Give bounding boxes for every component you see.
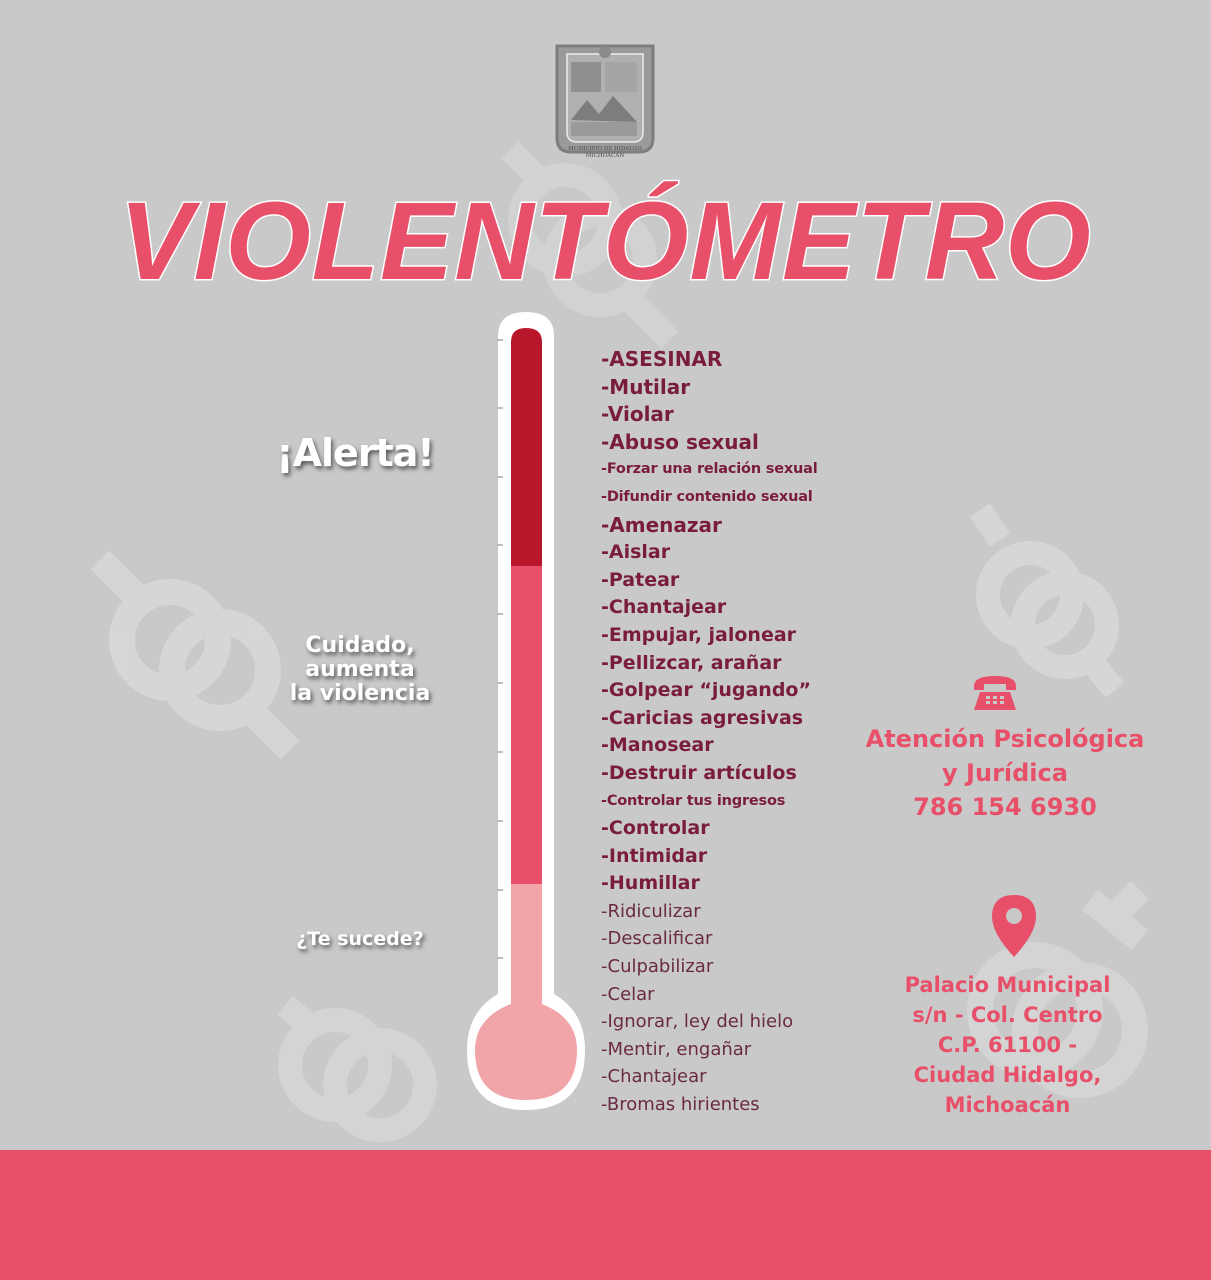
- list-item: -Ridiculizar: [601, 900, 701, 922]
- list-item: -Controlar tus ingresos: [601, 792, 786, 809]
- list-item: -Descalificar: [601, 928, 713, 950]
- thermometer-zone-sucede: [475, 884, 577, 1100]
- list-item: -Mentir, engañar: [601, 1038, 752, 1060]
- list-item: -Violar: [601, 402, 674, 427]
- list-item: -Abuso sexual: [601, 429, 759, 454]
- list-item: -Celar: [601, 983, 655, 1005]
- level-label-care-line1: Cuidado,: [305, 633, 415, 658]
- address-line-3: C.P. 61100 -: [937, 1033, 1078, 1057]
- telephone-icon: [970, 672, 1020, 712]
- list-item: -Chantajear: [601, 596, 727, 619]
- list-item: -Ignorar, ley del hielo: [601, 1011, 794, 1033]
- address-line-1: Palacio Municipal: [904, 973, 1111, 997]
- address-line-5: Michoacán: [944, 1093, 1071, 1117]
- list-item: -Pellizcar, arañar: [601, 651, 782, 674]
- list-item: -Empujar, jalonear: [601, 623, 797, 646]
- level-label-alert: ¡Alerta!: [276, 431, 434, 475]
- list-item: -Difundir contenido sexual: [601, 488, 813, 505]
- address-line-2: s/n - Col. Centro: [912, 1003, 1103, 1027]
- list-item: -Caricias agresivas: [601, 706, 804, 729]
- page-title: VIOLENTÓMETRO: [119, 180, 1092, 303]
- psych-legal-contact: [855, 722, 1155, 824]
- list-item: -Manosear: [601, 734, 714, 757]
- list-item: -Controlar: [601, 817, 710, 840]
- location-pin-icon: [990, 893, 1038, 959]
- level-label-sucede: ¿Te sucede?: [296, 928, 424, 950]
- level-label-care: [270, 634, 450, 707]
- list-item: -Humillar: [601, 872, 700, 895]
- list-item: -ASESINAR: [601, 347, 723, 371]
- list-item: -Chantajear: [601, 1066, 707, 1088]
- footer-bar: [0, 1150, 1211, 1280]
- list-item: -Patear: [601, 568, 680, 591]
- thermometer-zone-alert: [511, 328, 542, 566]
- list-item: -Golpear “jugando”: [601, 679, 811, 702]
- list-item: -Intimidar: [601, 844, 708, 867]
- list-item: -Forzar una relación sexual: [601, 461, 818, 478]
- service-line-2: y Jurídica: [942, 759, 1068, 787]
- address: [880, 970, 1135, 1120]
- municipal-crest-logo: [553, 40, 657, 160]
- list-item: -Bromas hirientes: [601, 1094, 760, 1116]
- level-label-care-line2: aumenta: [305, 657, 415, 683]
- level-label-care-line3: la violencia: [289, 681, 431, 707]
- address-line-4: Ciudad Hidalgo,: [913, 1063, 1102, 1087]
- crest-caption-1: MUNICIPIO DE HIDALGO: [568, 146, 642, 152]
- thermometer-zone-care: [511, 566, 542, 884]
- phone-number[interactable]: 786 154 6930: [913, 793, 1097, 821]
- list-item: -Culpabilizar: [601, 956, 714, 978]
- list-item: -Amenazar: [601, 512, 722, 537]
- list-item: -Destruir artículos: [601, 761, 797, 784]
- list-item: -Mutilar: [601, 374, 691, 399]
- crest-caption-2: MICHOACÁN: [585, 153, 625, 159]
- gender-symbol-watermark-right: [960, 500, 1130, 700]
- gender-symbol-watermark-bottom-left: [255, 975, 465, 1145]
- list-item: -Aislar: [601, 541, 671, 564]
- service-line-1: Atención Psicológica: [865, 725, 1145, 753]
